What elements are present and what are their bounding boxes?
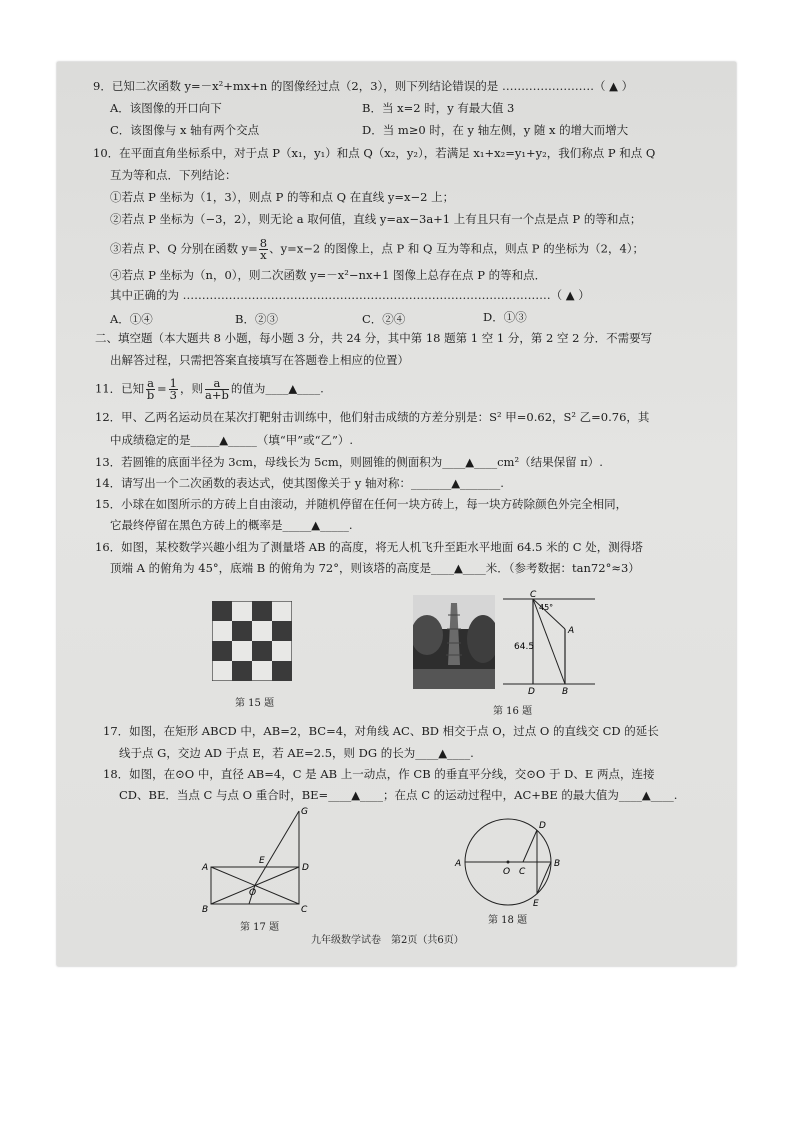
- label-c: C: [530, 590, 537, 600]
- fraction-denominator: b: [146, 388, 155, 402]
- fraction-numerator: a: [147, 376, 154, 390]
- black-tile: [232, 661, 252, 681]
- label-o: O: [503, 867, 511, 877]
- q13-text: 13．若圆锥的底面半径为 3cm，母线长为 5cm，则圆锥的侧面积为____▲____cm²（结果保留 π）.: [95, 455, 603, 469]
- fig17-caption: 第 17 题: [240, 922, 280, 933]
- q11-fraction-target: [205, 378, 229, 401]
- q18-line2: CD、BE．当点 C 与点 O 重合时，BE=____▲____；在点 C 的运动过程中，AC+BE 的最大值为____▲____.: [119, 788, 678, 802]
- black-tile: [212, 601, 232, 621]
- fig16-pagoda-photo: [413, 595, 495, 689]
- label-g: G: [301, 807, 308, 817]
- label-d: D: [539, 821, 546, 831]
- q11-then: ，则: [179, 381, 203, 396]
- label-b: B: [202, 905, 209, 915]
- fraction-denominator: 3: [169, 388, 177, 402]
- q10-statement-3: [110, 238, 644, 261]
- q11-suffix: 的值为____▲____.: [230, 381, 324, 396]
- fraction-denominator: x: [260, 248, 267, 262]
- q10-option-a: A．①④: [110, 312, 153, 326]
- q12-line2: 中成绩稳定的是_____▲_____（填“甲”或“乙”）.: [110, 433, 354, 447]
- q14-text: 14．请写出一个二次函数的表达式，使其图像关于 y 轴对称：_______▲_______.: [95, 476, 504, 490]
- fraction-denominator: a+b: [204, 388, 229, 402]
- fig18-caption: 第 18 题: [488, 915, 528, 926]
- black-tile: [252, 641, 272, 661]
- label-o: O: [249, 888, 257, 898]
- q9-option-a: A．该图像的开口向下: [110, 101, 222, 115]
- fig17-diagram: [197, 805, 312, 915]
- label-a: A: [568, 626, 575, 636]
- q11-fraction-one-third: [169, 378, 178, 401]
- fraction-numerator: a: [205, 378, 229, 390]
- q10-ask: 其中正确的为 ……………………………………………………………………………………（ ▲ ）: [110, 288, 590, 302]
- q10-option-d: D．①③: [483, 310, 527, 324]
- label-45deg: 45°: [539, 603, 554, 612]
- label-e: E: [259, 856, 265, 866]
- q10-statement-1: ①若点 P 坐标为（1，3），则点 P 的等和点 Q 在直线 y=x−2 上；: [110, 190, 455, 204]
- q10-s3-prefix: ③若点 P、Q 分别在函数 y=: [110, 241, 258, 256]
- q10-stem-line2: 互为等和点．下列结论：: [110, 168, 237, 182]
- q10-statement-4: ④若点 P 坐标为（n，0），则二次函数 y=－x²−nx+1 图像上总存在点 P 的等和点．: [110, 268, 547, 282]
- label-a: A: [455, 859, 462, 869]
- q9-stem: 9．已知二次函数 y=－x²+mx+n 的图像经过点（2，3），则下列结论错误的是 ……………………（ ▲ ）: [93, 79, 634, 93]
- q10-s3-suffix: 、y=x−2 的图像上，点 P 和 Q 互为等和点，则点 P 的坐标为（2，4）；: [269, 241, 645, 256]
- label-e: E: [533, 899, 539, 909]
- q10-statement-2: ②若点 P 坐标为（−3，2），则无论 a 取何值，直线 y=ax−3a+1 上有且只有一个点是点 P 的等和点；: [110, 212, 642, 226]
- fig16-diagram: [503, 589, 595, 695]
- q16-line1: 16．如图，某校数学兴趣小组为了测量塔 AB 的高度，将无人机飞升至距水平地面 64.5 米的 C 处，测得塔: [95, 540, 643, 554]
- center-point: [507, 861, 510, 864]
- black-tile: [272, 661, 292, 681]
- q11-prefix: 11．已知: [95, 381, 145, 396]
- q11-text: [95, 378, 324, 401]
- exam-page: [57, 62, 736, 966]
- q15-line2: 它最终停留在黑色方砖上的概率是_____▲_____.: [110, 518, 353, 532]
- q11-fraction-a-b: [146, 378, 155, 401]
- q9-option-d: D．当 m≥0 时，在 y 轴左侧，y 随 x 的增大而增大: [362, 123, 629, 137]
- q11-equals: =: [157, 381, 167, 396]
- q18-line1: 18．如图，在⊙O 中，直径 AB=4，C 是 AB 上一动点，作 CB 的垂直平分线，交⊙O 于 D、E 两点，连接: [103, 767, 655, 781]
- q12-line1: 12．甲、乙两名运动员在某次打靶射击训练中，他们射击成绩的方差分别是：S² 甲=0.62，S² 乙=0.76，其: [95, 410, 650, 424]
- fig15-caption: 第 15 题: [235, 698, 275, 709]
- label-b: B: [562, 687, 569, 695]
- section-2-heading: 二、填空题（本大题共 8 小题，每小题 3 分，共 24 分，其中第 18 题第 1 空 1 分，第 2 空 2 分．不需要写: [95, 331, 653, 345]
- ground: [413, 669, 495, 689]
- page-footer: 九年级数学试卷 第2页（共6页）: [311, 935, 464, 946]
- q17-line2: 线于点 G，交边 AD 于点 E，若 AE=2.5，则 DG 的长为____▲____.: [119, 746, 474, 760]
- q16-line2: 顶端 A 的俯角为 45°，底端 B 的俯角为 72°，则该塔的高度是____▲____米．（参考数据：tan72°≈3）: [110, 561, 640, 575]
- black-tile: [272, 621, 292, 641]
- q10-option-b: B．②③: [235, 312, 278, 326]
- label-c: C: [301, 905, 308, 915]
- fig18-diagram: [447, 816, 567, 916]
- label-b: B: [554, 859, 561, 869]
- black-tile: [232, 621, 252, 641]
- black-tile: [212, 641, 232, 661]
- q9-option-b: B．当 x=2 时，y 有最大值 3: [362, 101, 515, 115]
- label-c: C: [519, 867, 526, 877]
- segment-cd: [523, 830, 537, 862]
- fraction-numerator: 1: [169, 376, 177, 390]
- q17-line1: 17．如图，在矩形 ABCD 中，AB=2，BC=4，对角线 AC、BD 相交于点 O，过点 O 的直线交 CD 的延长: [103, 724, 659, 738]
- fig16-caption: 第 16 题: [493, 706, 533, 717]
- segment-be: [537, 862, 551, 894]
- label-a: A: [202, 863, 209, 873]
- fig15-checkerboard: [212, 601, 292, 681]
- q10-option-c: C．②④: [362, 312, 406, 326]
- line-og: [255, 811, 299, 885]
- label-height: 64.5: [514, 642, 535, 652]
- fraction-numerator: 8: [259, 236, 268, 250]
- black-tile: [252, 601, 272, 621]
- section-2-heading-line2: 出解答过程，只需把答案直接填写在答题卷上相应的位置）: [110, 353, 409, 367]
- q15-line1: 15．小球在如图所示的方砖上自由滚动，并随机停留在任何一块方砖上，每一块方砖除颜色外完全相同，: [95, 497, 628, 511]
- label-d: D: [302, 863, 309, 873]
- q10-stem-line1: 10．在平面直角坐标系中，对于点 P（x₁，y₁）和点 Q（x₂，y₂），若满足 x₁+x₂=y₁+y₂，我们称点 P 和点 Q: [93, 146, 656, 160]
- q10-s3-fraction: [259, 238, 268, 261]
- label-d: D: [528, 687, 535, 695]
- q9-option-c: C．该图像与 x 轴有两个交点: [110, 123, 260, 137]
